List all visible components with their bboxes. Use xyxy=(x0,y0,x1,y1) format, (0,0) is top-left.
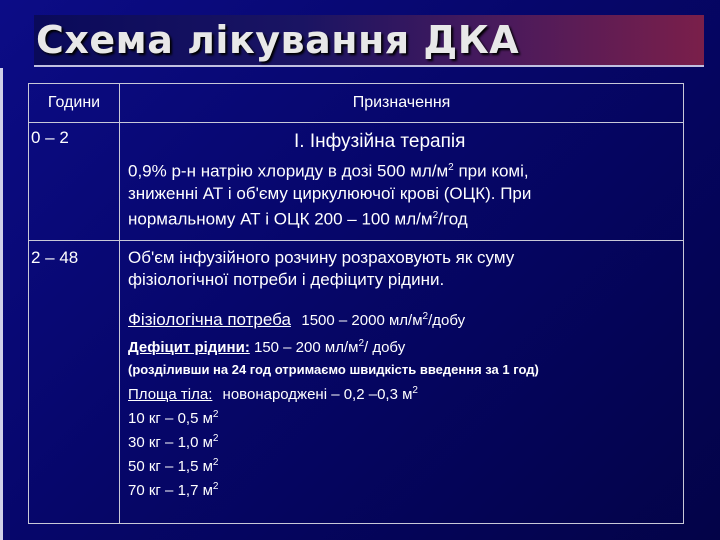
table-header-row xyxy=(29,84,684,123)
schedule-table xyxy=(28,83,684,524)
list-item: 30 кг – 1,0 $м^2$ xyxy=(128,433,219,451)
text-line: зниженні АТ і об'єму циркулюючої крові (ОЦК). При xyxy=(128,183,532,203)
area-label: Площа тіла: xyxy=(128,386,213,403)
hours-value: 2 – 48 xyxy=(31,248,79,267)
header-prescription: Призначення xyxy=(120,84,684,123)
body-area xyxy=(120,377,683,405)
fluid-deficit xyxy=(120,331,683,358)
left-accent-bar xyxy=(0,68,3,540)
deficit-label: Дефіцит рідини: xyxy=(128,339,250,356)
page-title: Схема лікування ДКА xyxy=(36,18,520,62)
physiological-need xyxy=(120,291,683,331)
list-item: 10 кг – 0,5 $м^2$ xyxy=(128,409,219,427)
rate-note: (розділивши на 24 год отримаємо швидкість введення за 1 год) xyxy=(128,362,539,377)
table-row xyxy=(29,123,684,241)
hours-cell xyxy=(29,123,120,241)
table-row xyxy=(29,241,684,524)
hours-cell xyxy=(29,241,120,524)
prescription-cell xyxy=(120,241,684,524)
text-line: нормальному АТ і ОЦК 200 – 100 $мл/м^2$/год xyxy=(128,209,468,229)
physiological-label: Фізіологічна потреба xyxy=(128,310,291,329)
section-heading: I. Інфузійна терапія xyxy=(294,131,466,152)
text-line: Об'єм інфузійного розчину розраховують як суму xyxy=(128,248,515,267)
list-item: 70 кг – 1,7 $м^2$ xyxy=(128,481,219,499)
physiological-value: 1500 – 2000 $мл/м^2$/добу xyxy=(301,311,466,329)
list-item: 50 кг – 1,5 $м^2$ xyxy=(128,457,219,475)
hours-value: 0 – 2 xyxy=(31,128,69,147)
prescription-cell xyxy=(120,123,684,241)
weight-list xyxy=(120,405,683,501)
deficit-value: 150 – 200 $мл/м^2/$ добу xyxy=(249,338,406,356)
volume-paragraph xyxy=(120,241,683,291)
header-hours: Години xyxy=(29,84,120,123)
text-line: 0,9% р-н натрію хлориду в дозі 500 $мл/м^2$ при комі, xyxy=(128,161,529,181)
infusion-text xyxy=(120,153,683,230)
text-line: фізіологічної потреби і дефіциту рідини. xyxy=(128,270,445,289)
area-value: новонароджені – 0,2 –0,3 $м^2$ xyxy=(222,385,418,403)
